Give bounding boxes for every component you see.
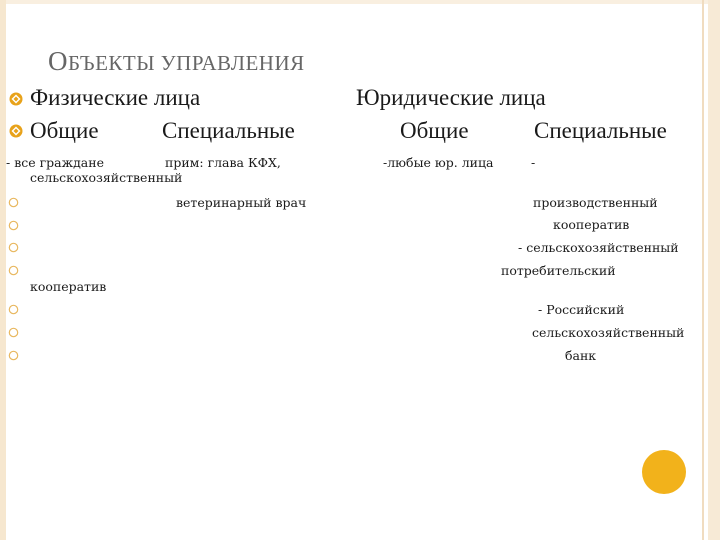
legal-entities-label: Юридические лица: [356, 85, 546, 110]
special-left-label: Специальные: [162, 118, 295, 143]
all-citizens-text: - все граждане: [6, 155, 104, 170]
title-first-letter: О: [48, 46, 68, 76]
example-head-text: прим: глава КФХ,: [165, 155, 281, 170]
slide-frame-right: [708, 0, 720, 540]
any-legal-text: -любые юр. лица: [383, 155, 494, 170]
agri-dash-text: - сельскохозяйственный: [518, 240, 679, 255]
cooperative-right-text: кооператив: [553, 217, 630, 232]
slide-frame-right-line: [702, 0, 704, 540]
ring-bullet-icon: [8, 197, 19, 208]
dash-text: -: [531, 155, 536, 170]
title-rest: БЪЕКТЫ УПРАВЛЕНИЯ: [68, 51, 305, 75]
ring-bullet-icon: [8, 304, 19, 315]
consumer-text: потребительский: [501, 263, 616, 278]
ring-bullet-icon: [8, 327, 19, 338]
bank-text: банк: [565, 348, 597, 363]
ring-bullet-icon: [8, 242, 19, 253]
slide-frame-left: [0, 0, 6, 540]
diamond-bullet-icon: [9, 124, 23, 138]
prod-text: производственный: [533, 195, 658, 210]
ring-bullet-icon: [8, 265, 19, 276]
diamond-bullet-icon: [9, 92, 23, 106]
decorative-circle: [642, 450, 686, 494]
general-left-label: Общие: [30, 118, 99, 143]
ring-bullet-icon: [8, 220, 19, 231]
russian-text: - Российский: [538, 302, 625, 317]
slide-frame-top: [0, 0, 720, 4]
cooperative-left-text: кооператив: [30, 279, 107, 294]
agri2-text: сельскохозяйственный: [532, 325, 685, 340]
general-right-label: Общие: [400, 118, 469, 143]
agri-word-text: сельскохозяйственный: [30, 170, 183, 185]
ring-bullet-icon: [8, 350, 19, 361]
page-title: [48, 46, 305, 77]
special-right-label: Специальные: [534, 118, 667, 143]
physical-persons-label: Физические лица: [30, 85, 201, 110]
vet-text: ветеринарный врач: [176, 195, 307, 210]
